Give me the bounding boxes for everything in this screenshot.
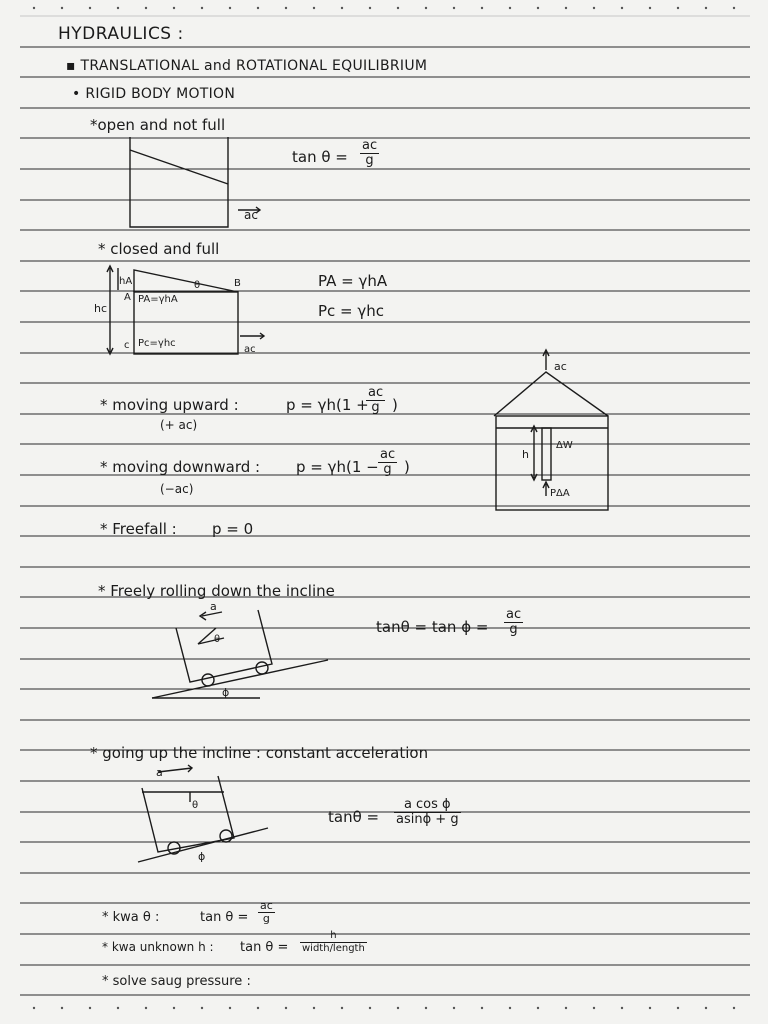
up-formula-num: a cos ϕ [403,797,451,812]
topic-text: TRANSLATIONAL and ROTATIONAL EQUILIBRIUM [80,58,428,74]
open-not-full-label: *open and not full [90,116,226,134]
accel-arrow [158,768,192,772]
margin-dot [61,7,63,9]
freefall-formula: p = 0 [212,520,254,538]
know-h-num: h [330,930,337,941]
margin-dot [201,7,203,9]
margin-dot [733,7,735,9]
closed-eq-1: PA = γhA [318,272,388,290]
know-h-label: * kwa unknown h : [102,940,214,954]
margin-dot [677,1007,679,1009]
know-h-lhs: tan θ = [240,940,289,955]
margin-dot [145,7,147,9]
rolling-formula-fraction [504,608,523,637]
rolling-fig-phi: ϕ [222,686,230,699]
open-formula-fraction [360,139,379,168]
side-fig-h: h [522,448,529,461]
margin-dot [341,1007,343,1009]
closed-fig-A: A [124,292,131,303]
closed-fig-B: B [234,278,241,289]
margin-dot [397,1007,399,1009]
rolling-fig-a: a [210,600,217,613]
margin-dot [33,1007,35,1009]
closed-fig-pA: PA=γhA [138,294,178,305]
subtopic-text: RIGID BODY MOTION [85,86,236,102]
open-tank-surface [130,150,228,184]
know-theta-lhs: tan θ = [200,910,249,925]
margin-dot [453,7,455,9]
downward-formula-lhs: p = γh(1 − [296,458,379,476]
up-fig-theta: θ [192,800,199,811]
margin-dot [341,7,343,9]
margin-dot [565,1007,567,1009]
closed-fig-theta: θ [194,280,201,291]
closed-tank-figure [94,262,274,362]
margin-dot [89,1007,91,1009]
margin-dot [677,7,679,9]
know-theta-num: ac [260,899,273,912]
margin-dot [117,7,119,9]
margin-dot [537,7,539,9]
margin-dot [481,1007,483,1009]
margin-dot [313,1007,315,1009]
margin-dot [733,1007,735,1009]
downward-formula-fraction [378,448,397,477]
margin-dot [565,7,567,9]
up-fig-phi: ϕ [198,850,206,863]
incline-surface [152,660,328,698]
open-formula-den: g [360,153,379,168]
margin-dot [257,1007,259,1009]
side-fig-accel: ac [554,360,567,373]
up-incline-figure [134,762,284,870]
rolling-formula-num: ac [506,607,522,622]
margin-dot [229,1007,231,1009]
margin-dot [145,1007,147,1009]
subtopic-heading: • RIGID BODY MOTION [72,86,236,102]
closed-fig-pC: Pc=γhc [138,338,176,349]
margin-dot [481,7,483,9]
side-fig-aw: ΔW [556,440,573,451]
rolling-formula-den: g [504,622,523,637]
cart-body [142,776,234,852]
moving-downward-note: (−ac) [160,482,194,496]
closed-eq-2: Pc = γhc [318,302,385,320]
margin-dot [509,1007,511,1009]
up-incline-label: * going up the incline : constant acceleration [90,744,429,762]
margin-dot [369,1007,371,1009]
margin-dot [173,1007,175,1009]
downward-formula-num: ac [380,447,396,462]
margin-dot [425,1007,427,1009]
margin-dot [285,7,287,9]
downward-formula-den: g [378,462,397,477]
margin-dot [89,7,91,9]
page-title: HYDRAULICS : [58,24,184,44]
margin-dot [621,7,623,9]
margin-dot [705,7,707,9]
upward-formula-rhs: ) [392,396,398,414]
margin-dot [173,7,175,9]
margin-dot [257,7,259,9]
margin-dot [201,1007,203,1009]
closed-fig-hA: hA [119,276,133,287]
know-h-den: width/length [302,943,365,954]
margin-dot [33,7,35,9]
open-tank-accel-label: ac [244,208,258,222]
rolling-formula-lhs: tanθ = tan ϕ = [376,618,489,636]
rolling-cart-figure [150,598,340,708]
roof [494,372,608,416]
margin-dot [285,1007,287,1009]
margin-dot [649,7,651,9]
up-fig-a: a [156,766,163,779]
margin-dot [621,1007,623,1009]
side-fig-paa: PΔA [550,488,570,499]
pressure-wedge [134,270,238,292]
margin-dot [229,7,231,9]
closed-fig-hc: hc [94,302,108,315]
open-formula-lhs: tan θ = [292,148,348,166]
upward-formula-lhs: p = γh(1 + [286,396,369,414]
margin-dot [397,7,399,9]
margin-dot [313,7,315,9]
margin-dot [61,1007,63,1009]
margin-dot [117,1007,119,1009]
moving-downward-label: * moving downward : [100,458,261,476]
closed-fig-C: c [124,340,130,351]
margin-dot [453,1007,455,1009]
know-h-fraction [300,930,367,955]
upward-formula-den: g [366,400,385,415]
margin-dot [649,1007,651,1009]
accelerating-column-figure [486,348,626,518]
downward-formula-rhs: ) [404,458,410,476]
margin-dot [593,7,595,9]
upward-formula-num: ac [368,385,384,400]
open-formula-num: ac [362,138,378,153]
rolling-fig-theta: θ [214,634,221,645]
moving-upward-note: (+ ac) [160,418,198,432]
know-theta-fraction [258,900,275,925]
solve-pressure-label: * solve saug pressure : [102,974,251,989]
margin-dot [705,1007,707,1009]
fluid-column [542,428,551,480]
know-theta-label: * kwa θ : [102,910,160,925]
closed-full-label: * closed and full [98,240,220,258]
open-tank-walls [130,137,228,227]
margin-dot [593,1007,595,1009]
up-formula-fraction [394,798,461,827]
margin-dot [537,1007,539,1009]
rolling-incline-label: * Freely rolling down the incline [98,582,335,600]
closed-fig-accel: ac [244,344,256,355]
topic-heading: ▪ TRANSLATIONAL and ROTATIONAL EQUILIBRIUM [66,58,428,74]
up-formula-lhs: tanθ = [328,808,380,826]
freefall-label: * Freefall : [100,520,177,538]
upward-formula-fraction [366,386,385,415]
margin-dot [425,7,427,9]
know-theta-den: g [258,912,275,925]
up-formula-den: asinϕ + g [396,812,459,827]
margin-dot [369,7,371,9]
moving-upward-label: * moving upward : [100,396,239,414]
margin-dot [509,7,511,9]
